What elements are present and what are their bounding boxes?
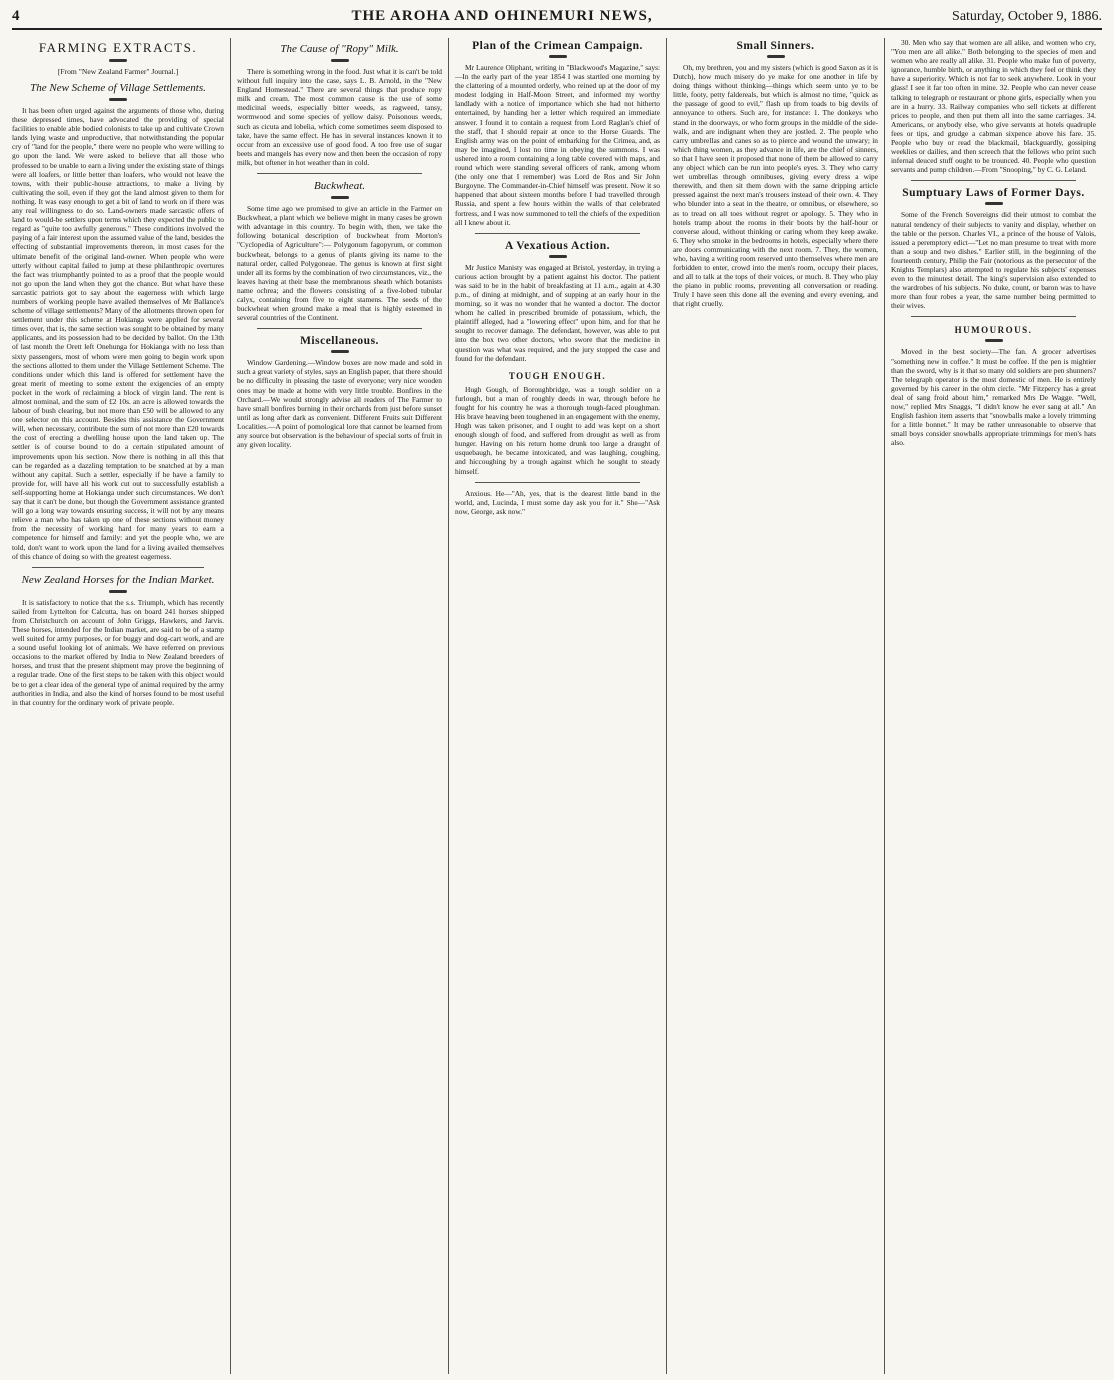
article-title: The Cause of "Ropy" Milk. bbox=[280, 43, 399, 55]
article-title: Buckwheat. bbox=[313, 180, 365, 193]
divider bbox=[257, 328, 422, 329]
article-body: Hugh Gough, of Boroughbridge, was a tough soldier on a furlough, but a man of roughly deeds in war, through before he fought for his country he was a thorough tough-faced ploughman. His brave heaving been toughened in an engagement with the enemy, Hugh was taken prisoner, and I ought to add was kept on a short enough slough of food, and suffered from drought as well as from hunger. Having on his return home drunk too large a draught of usquebaugh, he became intoxicated, and was laughing, coughing, and hiccoughing by a trough against which he sought to steady himself. bbox=[455, 384, 660, 476]
article-body: 30. Men who say that women are all alike, and women who cry, "You men are all alike." Both belonging to the species of men and women who are really all alike. 31. People who make fun of poverty, ignorance, humble birth, or anything in which they feel or think they have a superiority. Which is not far to seek anywhere. Look in your glass! I see it far too often in mine. 32. People who can never cease talking to telegraph or restaurant or phone girls, especially when you are in a hurry. 33. Railway companies who sell tickets at different prices to people, and then put them all into the same carriages. 34. Americans, or anybody else, who give servants at hotels quadruple fees or tips, and grudge a cabman sixpence above his fare. 35. People who buy or read the blackmail, blackguardly, gossiping weeklies or dailies, and then screech that the fellows who print such infernal deuced stuff ought to be trounced. 40. People who question servants and pump children.—From "Snooping," by C. G. Leland. bbox=[891, 38, 1096, 175]
article-title: The New Scheme of Village Settlements. bbox=[30, 82, 206, 94]
ornament bbox=[109, 98, 127, 101]
ornament bbox=[331, 59, 349, 62]
ornament bbox=[331, 350, 349, 353]
ornament bbox=[767, 55, 785, 58]
column-1 bbox=[12, 38, 230, 1374]
column-2 bbox=[230, 38, 448, 1374]
article-body: Oh, my brethren, you and my sisters (which is good Saxon as it is Dutch), how much misery do ye make for one another in life by doing things without thinking—things which seem unto ye to be little, footy, petty faldereals, but which is almost no time, "quick as the passage of good to evil," flash up from toads to big devils of annoyance to others. Such are, for instance: 1. The donkeys who stand in the doorways, or who form groups in the middle of the side-walk, and are indignant when they are jostled. 2. The people who carry umbrellas and canes so as to pierce and wound the unwary; in which thing women, as they advance in life, are the chief of sinners, so that I have seen it proposed that none of them be allowed to carry any object which can be run into people's eyes. 3. They who carry wet umbrellas through omnibuses, giving every dress a wipe therewith, and then sit them down with the same dripping article pressed against the next man's trousers instead of their own. 4. They who blunder into a seat in the theatre, or omnibus, or elsewhere, so as to tread on all toes without regret or apology. 5. They who in hotels tramp about the rooms in their boots by the half-hour or converse aloud, without thinking or caring whom they keep awake. 6. They who smoke in the bedrooms in hotels, especially where there are doors communicating with the next room. 7. They, the women, who, having a writing room reserved unto themselves where men are forbidden to enter, crowd into the men's room, occupy their places, and all to talk at the tops of their voices, or much. 8. They who play the piano in public rooms, preventing all conversation or reading. Truly I have seen this done all the evening and every evening, and that right cruelly. bbox=[673, 63, 878, 309]
article-body: It has been often urged against the arguments of those who, during these depressed times, have advocated the providing of special facilities to enable able bodied colonists to take up and cultivate Crown lands lying waste and unproductive, that notwithstanding the popular cry of "land for the people," there were no people who were willing to go upon the land. We were asked to believe that all those who professed to be unable to earn a living under the existing state of things were all loafers, or little better than loafers, who would not leave the towns, with their public-house attractions, to make a living by cultivating the soil, even if they got the land almost given to them for nothing. It was easy enough to get a bit of land to work on if there was any real willingness to do so. Land-owners made sarcastic offers of land to would-be settlers upon terms which they expected the public to regard as "quite too awfully generous." These conditions involved the paying of a fair interest upon the assumed value of the land, besides the effecting of substantial improvements thereon, in most cases for the ultimate benefit of the original land-owner. When people who were utterly without capital failed to jump at these philanthropic overtures the fact was triumphantly pointed to as a proof that the people would not go upon the land when they got the chance. But what have these sarcastic patriots got to say about the eagerness with which large numbers of working people have availed themselves of Mr Ballance's scheme of village settlements? Many of the allotments thrown open for settlement under this scheme at Hokianga were applied for several times over, that is, the same section was sought to be obtained by many applicants, and its possession had to be decided by ballot. On the 13th of last month the Orett left Onehunga for Hokianga with no less than sixty passengers, most of whom were men going to begin work upon the sections allotted to them under the Village Settlement Scheme. The conditions under which this land is offered for settlement have the great merit of meeting to some extent the exigencies of an empty pocket in the work of reclaiming a block of virgin land. The rent is almost nominal, and the sum of £2 10s. an acre is allowed towards the labour of bush clearing, but not more than £50 will be allowed to any one selector on this account. Besides this assistance the Government will, when necessary, contribute the sum of not more than £20 towards the cost of erecting a dwelling house upon the land taken up. The settler is of course bound to do a certain stipulated amount of improvements upon his section. Now there is nothing in all this that can be regarded as a dazzling temptation to be snatched at by a man without any capital. Such a settler, especially if he have a family to provide for, will have all his work cut out to successfully establish a self-supporting home at Hokianga under such circumstances. We don't say that it can't be done, but though the Government assistance granted will go a long way towards ensuring success, it will not by any means relieve a man who has taken up one of these sections without money from the necessity of working hard for many years to earn a competence for himself and family: and yet the people who, we are told, don't want to work upon the land for a living availed themselves of this chance of doing so with the greatest eagerness. bbox=[12, 106, 224, 561]
source-credit: [From "New Zealand Farmer" Journal.] bbox=[57, 67, 179, 76]
issue-date: Saturday, October 9, 1886. bbox=[952, 9, 1102, 24]
ornament bbox=[109, 590, 127, 593]
divider bbox=[257, 173, 422, 174]
article-title: Miscellaneous. bbox=[300, 335, 379, 348]
page-number: 4 bbox=[12, 8, 20, 24]
article-title: HUMOUROUS. bbox=[954, 325, 1033, 336]
masthead bbox=[12, 8, 1102, 30]
ornament bbox=[549, 255, 567, 258]
column-5 bbox=[884, 38, 1102, 1374]
ornament bbox=[549, 55, 567, 58]
article-body: Mr Laurence Oliphant, writing in "Blackwood's Magazine," says:—In the early part of the year 1854 I was startled one morning by the clattering of a mounted orderly, who reined up at the door of my modest lodging in Half-Moon Street, and informed my worthy landlady with a notice of importance which she had not hitherto entertained, by handing her a letter which required an immediate answer. I found it to contain a request from Lord Raglan's chief of the staff, that I should repair at once to the Horse Guards. The English army was on the point of embarking for the Crimea, and, as may be imagined, I lost no time in obeying the summons. I was ushered into a room containing a long table covered with maps, and round which were standing several officers of rank, among whom (the only one that I remember) was Lord de Ros and Sir John Burgoyne. The Commander-in-Chief himself was present. Now it so happened that about sixteen months before I had travelled through Russia, and spent a few hours within the walls of that celebrated fortress, and I was now summoned to tell the chiefs of the expedition all I knew about it. bbox=[455, 63, 660, 227]
article-title: Sumptuary Laws of Former Days. bbox=[902, 187, 1085, 200]
article-title: A Vexatious Action. bbox=[504, 239, 611, 252]
newspaper-columns bbox=[12, 38, 1102, 1374]
column-3 bbox=[448, 38, 666, 1374]
ornament bbox=[985, 339, 1003, 342]
ornament bbox=[331, 196, 349, 199]
article-body: Anxious. He—"Ah, yes, that is the dearest little band in the world, and, Lucinda, I must some day ask you for it." She—"Ask now, George, ask now." bbox=[455, 488, 660, 516]
article-body: Mr Justice Manisty was engaged at Bristol, yesterday, in trying a curious action brought by a patient against his doctor. The patient was said to be in the habit of breakfasting at 11 a.m., again at 4.30 p.m., of dining at midnight, and of supping at an early hour in the morning, so it was no wonder that he wanted a doctor. The doctor whom he called in prescribed bromide of potassium, which, the plaintiff alleged, had a "lowering effect" upon him, and for that he sought to recover damage. The defendant, however, was able to put into the box two other doctors, who swore that the medicine in question was what was required, and the jury stopped the case and found for the defendant. bbox=[455, 262, 660, 363]
article-body: Window Gardening.—Window boxes are now made and sold in such a great variety of styles, says an English paper, that there should be no difficulty in pleasing the taste of everyone; very nice wooden ones may be made at home with very little trouble. Bonfires in the Orchard.—We would strongly advise all readers of The Farmer to have small bonfires burning in their orchards from just before sunset until as long after dark as convenient. Different Fruits suit Different Localities.—A point of pomological lore that cannot be learned from any source but observation is the behaviour of special sorts of fruit in any given locality. bbox=[237, 358, 442, 450]
ornament bbox=[985, 202, 1003, 205]
divider bbox=[475, 482, 640, 483]
divider bbox=[475, 233, 640, 234]
article-title: TOUGH ENOUGH. bbox=[508, 370, 607, 381]
section-heading: FARMING EXTRACTS. bbox=[38, 40, 198, 55]
paper-title: THE AROHA AND OHINEMURI NEWS, bbox=[351, 8, 653, 24]
article-body: There is something wrong in the food. Just what it is can't be told without full inquiry into the case, says L. B. Arnold, in the "New England Homestead." There are several things that produce ropy milk and cream. The most common cause is the use of some medicinal weeds, especially bitter weeds, as ragweed, tansy, wormwood and some species of yellow daisy. Poisonous weeds, such as cicuta and lobelia, which come sometimes seem disposed to take, have the same effect. He has in several instances known it to occur from an excessive use of good food. A too free use of sugar beets and mangels has every now and then been the occasion of ropy milk, but oftener in hot weather than in cold. bbox=[237, 67, 442, 167]
article-body: It is satisfactory to notice that the s.s. Triumph, which has recently sailed from Lyttelton for Calcutta, has on board 241 horses shipped from Christchurch on account of John Griggs, Hawkers, and Jarvis. These horses, intended for the Indian market, are said to be of a stamp well suited for army purposes, or for buggy and dog-cart work, and are a sound useful looking lot of animals. We have referred on previous occasions to the market offered by India to New Zealand breeders of horses, and trust that the present shipment may prove the beginning of a regular trade. One of the first steps to be taken with this object would be to get a clear idea of the general type of animal required by the army authorities in India, and also the kind of horses found to be most useful in that country for the ordinary work of private people. bbox=[12, 597, 224, 707]
article-body: Some time ago we promised to give an article in the Farmer on Buckwheat, a plant which we believe might in many cases be grown with advantage in this country. To begin with, then, we take the following botanical description of buckwheat from Morton's "Cyclopedia of Agriculture":— Polygonum fagopyrum, or common buckwheat, belongs to a genus of plants giving its name to the natural order, called Polygoneae. The genus is known at first sight under all its forms by the combination of two circumstances, viz., the leaves having at their base the membranous sheath which botanists name ochrea; and the flowers consisting of a five-lobed tubular calyx, containing from five to eight stamens. The seeds of the buckwheat when ground make a meal that is highly esteemed in several countries of the Continent. bbox=[237, 204, 442, 323]
ornament bbox=[109, 59, 127, 62]
divider bbox=[911, 316, 1076, 317]
article-title: New Zealand Horses for the Indian Market. bbox=[21, 573, 215, 586]
column-4 bbox=[666, 38, 884, 1374]
article-body: Some of the French Sovereigns did their utmost to combat the natural tendency of their subjects to vanity and display, whether on the table or the person. Charles VI., a prince of the house of Valois, issued a peremptory edict—"Let no man presume to treat with more than a soup and two dishes." Earlier still, in the beginning of the fourteenth century, Philip the Fair (notorious as the persecutor of the Knights Templars) also attempted to regulate his subjects' expenses even to the minutest detail. The king's supervision also extended to the wardrobes of his subjects. No duke, count, or baron was to have more than four robes a year, the same number being permitted to their wives. bbox=[891, 210, 1096, 311]
article-title: Small Sinners. bbox=[736, 40, 815, 52]
article-body: Moved in the best society—The fan. A grocer advertises "something new in coffee." It must be coffee. If the pen is mightier than the sword, why is it that so many old soldiers are pen shunners? The telegraph operator is the most domestic of men. He is entirely governed by his career in the ohm circle. "Mr Fitzpercy has a great deal of sang froid about him," remarked Mrs De Wagge. "Well, now," replied Mrs Snaggs, "I didn't know he ever sang at all." An English fashion item asserts that "snowballs make a lovely trimming for a little bonnet." It may be rather unreasonable to observe that small boys consider snowballs appropriate trimmings for men's hats also. bbox=[891, 347, 1096, 448]
divider bbox=[911, 180, 1076, 181]
article-title: Plan of the Crimean Campaign. bbox=[472, 40, 643, 52]
divider bbox=[32, 567, 204, 568]
